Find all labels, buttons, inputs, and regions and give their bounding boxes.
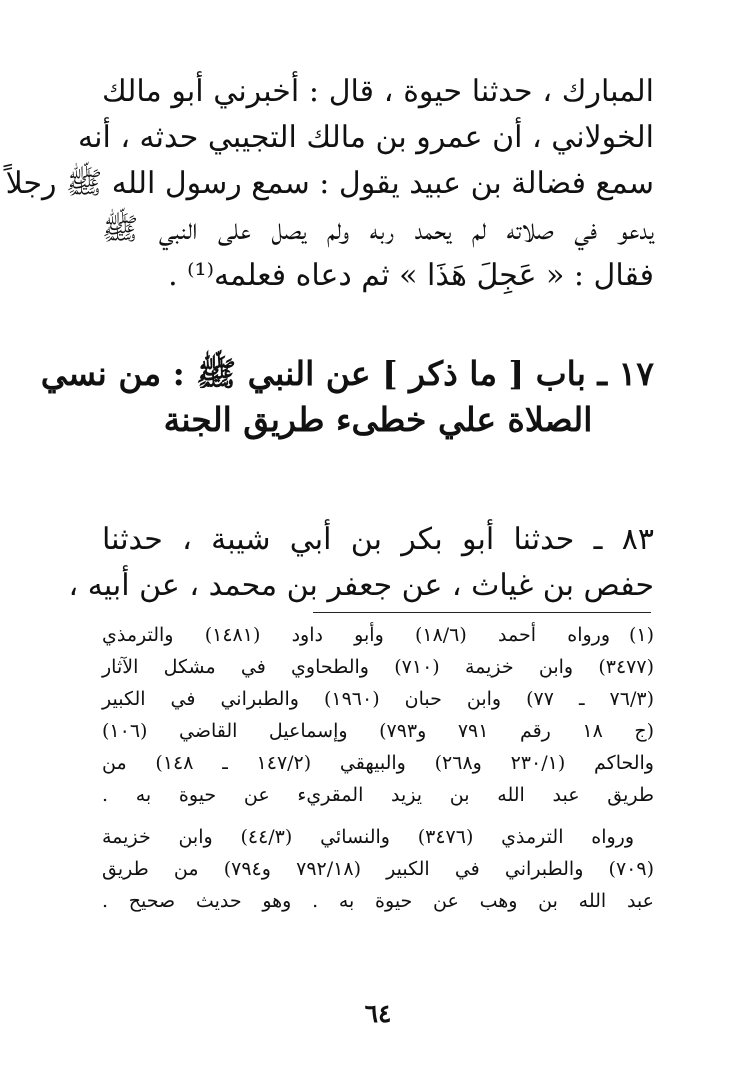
footnote-line-5: والحاكم (٢٣٠/١ و٢٦٨) والبيهقي (١٤٧/٢ ـ ١٤٨) من [102, 752, 654, 774]
chapter-heading-line-2: الصلاة علي خطىء طريق الجنة [163, 400, 593, 439]
footnote-line-1 [102, 620, 654, 652]
footnote-line-8: (٧٠٩) والطبراني في الكبير (٧٩٢/١٨ و٧٩٤) من طريق [102, 858, 654, 880]
footnote-divider [313, 612, 651, 613]
footnote-line-9: عبد الله بن وهب عن حيوة به . وهو حديث صحيح . [102, 890, 654, 912]
footnote-line-1-text: ورواه أحمد (١٨/٦) وأبو داود (١٤٨١) والترمذي [102, 624, 610, 646]
footnote-number: (١) [628, 624, 654, 646]
chapter-heading-line-1: ١٧ ـ باب [ ما ذكر ] عن النبي ﷺ : من نسي [40, 354, 654, 393]
footnote-line-6: طريق عبد الله بن يزيد المقريء عن حيوة به . [102, 784, 654, 806]
footnote-line-3: (٧٦/٣ ـ ٧٧) وابن حبان (١٩٦٠) والطبراني في الكبير [102, 688, 654, 710]
passage-line-3: سمع فضالة بن عبيد يقول : سمع رسول الله ﷺ رجلاً [5, 166, 654, 201]
passage-line-1: المبارك ، حدثنا حيوة ، قال : أخبرني أبو مالك [102, 74, 654, 109]
footnote-line-2: (٣٤٧٧) وابن خزيمة (٧١٠) والطحاوي في مشكل الآثار [102, 656, 655, 678]
footnote-line-4: (ج ١٨ رقم ٧٩١ و٧٩٣) وإسماعيل القاضي (١٠٦) [102, 720, 655, 742]
hadith-line-2: حفص بن غياث ، عن جعفر بن محمد ، عن أبيه ، [68, 568, 654, 603]
hadith-line-1: ٨٣ ـ حدثنا أبو بكر بن أبي شيبة ، حدثنا [102, 522, 654, 557]
passage-line-4: يدعو في صلاته لم يحمد ربه ولم يصل على النبي ﷺ [102, 212, 654, 247]
passage-line-2: الخولاني ، أن عمرو بن مالك التجيبي حدثه ، أنه [78, 120, 654, 155]
footnote-line-7: ورواه الترمذي (٣٤٧٦) والنسائي (٤٤/٣) وابن خزيمة [102, 826, 635, 848]
passage-line-5: فقال : « عَجِلَ هَذَا » ثم دعاه فعلمه⁽¹⁾ . [168, 258, 654, 293]
page-number: ٦٤ [364, 999, 392, 1028]
